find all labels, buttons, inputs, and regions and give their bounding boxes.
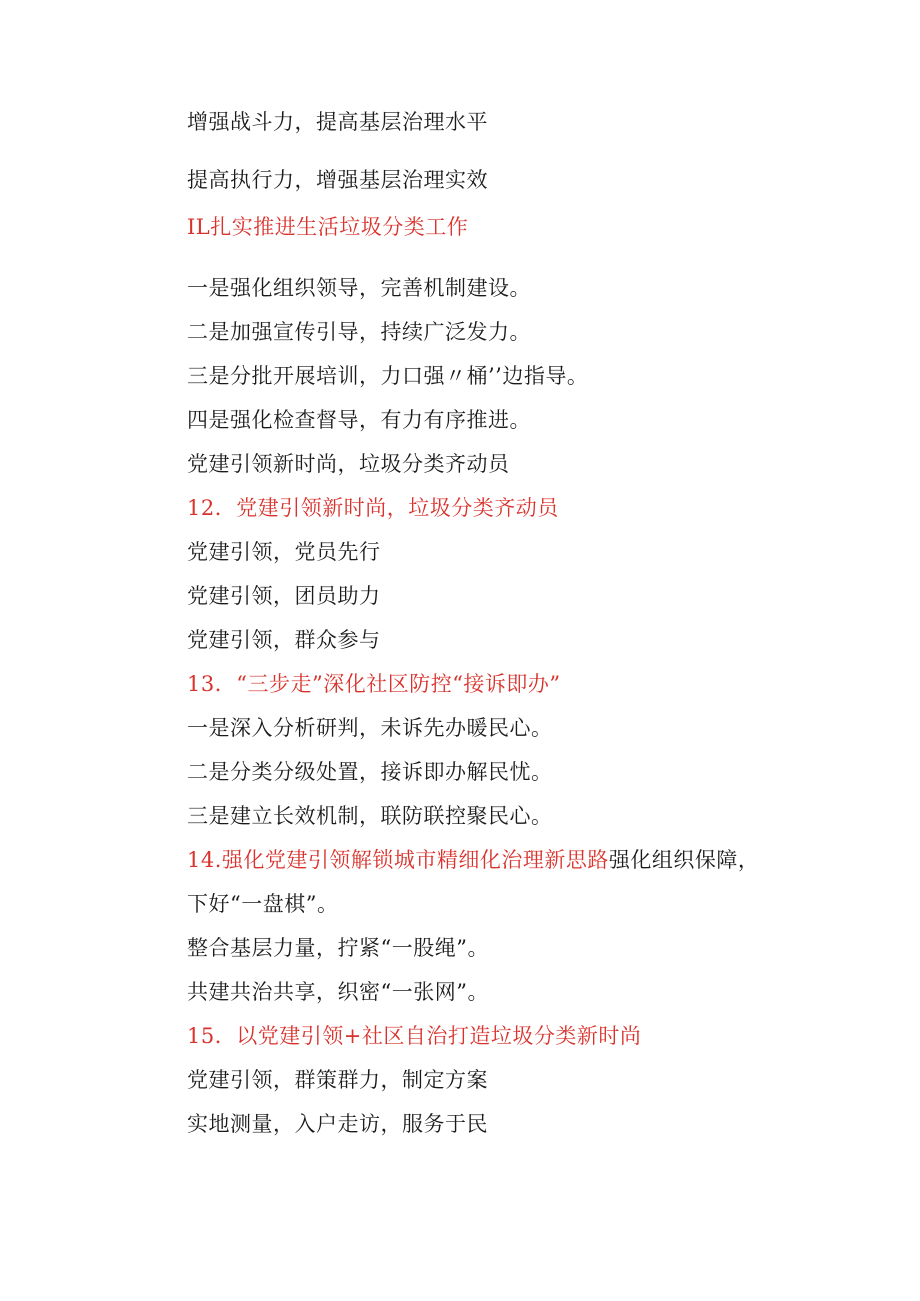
- text-line: 增强战斗力，提高基层治理水平: [187, 110, 488, 134]
- section-heading: 12．党建引领新时尚，垃圾分类齐动员: [187, 496, 559, 520]
- text-line: 四是强化检查督导，有力有序推进。: [187, 408, 531, 432]
- section-heading: IL扎实推进生活垃圾分类工作: [187, 215, 469, 239]
- text-line: 共建共治共享，织密“一张网”。: [187, 980, 489, 1004]
- text-line: 党建引领，群策群力，制定方案: [187, 1068, 488, 1092]
- text-line: 整合基层力量，拧紧“一股绳”。: [187, 936, 489, 960]
- text-line: 一是深入分析研判，未诉先办暖民心。: [187, 716, 553, 740]
- text-line: 实地测量，入户走访，服务于民: [187, 1112, 488, 1136]
- text-line: 一是强化组织领导，完善机制建设。: [187, 276, 531, 300]
- mixed-heading-line: [187, 845, 887, 875]
- text-line: 二是加强宣传引导，持续广泛发力。: [187, 320, 531, 344]
- text-line: 提高执行力，增强基层治理实效: [187, 168, 488, 192]
- text-line: 党建引领，党员先行: [187, 540, 381, 564]
- text-line: 下好“一盘棋”。: [187, 892, 339, 916]
- section-heading: 14.强化党建引领解锁城市精细化治理新思路: [187, 848, 609, 872]
- section-heading: 13．“三步走”深化社区防控“接诉即办”: [187, 672, 561, 696]
- text-line: 二是分类分级处置，接诉即办解民忧。: [187, 760, 553, 784]
- text-line: 党建引领，群众参与: [187, 628, 381, 652]
- text-line: 党建引领，团员助力: [187, 584, 381, 608]
- section-heading: 15．以党建引领+社区自治打造垃圾分类新时尚: [187, 1024, 642, 1048]
- text-line: 三是分批开展培训，力口强〃桶’’边指导。: [187, 364, 589, 388]
- text-line: 三是建立长效机制，联防联控聚民心。: [187, 804, 553, 828]
- text-line: 党建引领新时尚，垃圾分类齐动员: [187, 452, 510, 476]
- heading-tail-text: 强化组织保障，: [608, 848, 760, 872]
